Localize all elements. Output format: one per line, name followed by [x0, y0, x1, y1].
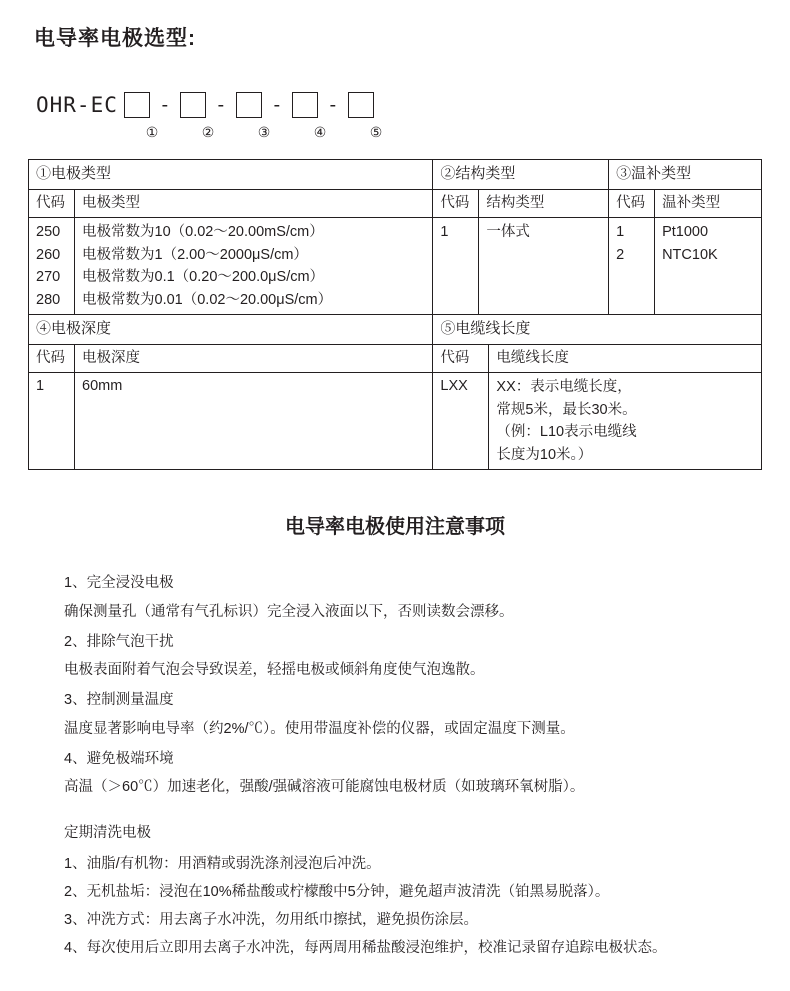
model-box-1[interactable] [124, 92, 150, 118]
note-item [64, 628, 742, 685]
cleaning-item: 3、冲洗方式：用去离子水冲洗，勿用纸巾擦拭，避免损伤涂层。 [64, 912, 479, 929]
cell-value: 电极常数为10（0.02～20.00mS/cm） [82, 224, 324, 241]
col-code-structure-type: 代码 [433, 189, 479, 218]
note-head: 4、避免极端环境 [64, 750, 174, 767]
spec-table-upper-wrap [28, 159, 762, 315]
marker-1: ① [145, 124, 159, 140]
marker-3: ③ [257, 124, 271, 140]
electrode-depth-code: 1 [29, 373, 75, 470]
cell-value: 280 [36, 291, 61, 308]
cell-value: Pt1000 [662, 224, 709, 241]
header-cable-length: ⑤电缆线长度 [433, 315, 762, 345]
cell-value: 270 [36, 269, 61, 286]
cell-value: 常规5米，最长30米。 [496, 401, 637, 418]
col-name-structure-type: 结构类型 [479, 189, 609, 218]
cell-value: 长度为10米。） [496, 446, 593, 463]
spec-table-upper [28, 159, 762, 315]
cell-value: 1 [440, 224, 449, 241]
cleaning-section-title: 定期清洗电极 [64, 825, 151, 842]
model-dash-3: - [271, 94, 283, 116]
header-temp-comp-type: ③温补类型 [609, 160, 762, 190]
notes-body [28, 569, 762, 962]
notes-title: 电导率电极使用注意事项 [285, 516, 505, 539]
note-item [64, 569, 742, 626]
col-name-cable-length: 电缆线长度 [489, 344, 762, 373]
page-title: 电导率电极选型: [34, 27, 196, 50]
model-dash-2: - [215, 94, 227, 116]
spec-table-lower [28, 314, 762, 470]
note-head: 2、排除气泡干扰 [64, 633, 174, 650]
note-item [64, 686, 742, 743]
header-electrode-type: ①电极类型 [29, 160, 433, 190]
col-code-electrode-type: 代码 [29, 189, 75, 218]
cable-length-code: LXX [433, 373, 489, 470]
cell-value: NTC10K [662, 246, 718, 263]
cell-value: 2 [616, 246, 625, 263]
note-text: 确保测量孔（通常有气孔标识）完全浸入液面以下，否则读数会漂移。 [64, 603, 514, 620]
electrode-type-name-list [75, 218, 433, 315]
model-box-4[interactable] [292, 92, 318, 118]
temp-comp-code-list [609, 218, 655, 315]
temp-comp-name-list [655, 218, 762, 315]
note-head: 1、完全浸没电极 [64, 575, 174, 592]
spec-table-lower-wrap [28, 314, 762, 470]
marker-5: ⑤ [369, 124, 383, 140]
cleaning-item: 4、每次使用后立即用去离子水冲洗，每两周用稀盐酸浸泡维护，校准记录留存追踪电极状态。 [64, 940, 667, 957]
col-code-cable-length: 代码 [433, 344, 489, 373]
model-box-5[interactable] [348, 92, 374, 118]
col-name-electrode-type: 电极类型 [75, 189, 433, 218]
cell-value: 250 [36, 224, 61, 241]
cleaning-item: 2、无机盐垢：浸泡在10%稀盐酸或柠檬酸中5分钟，避免超声波清洗（铂黑易脱落）。 [64, 883, 610, 900]
model-code-row [28, 90, 762, 120]
cell-value: XX：表示电缆长度， [496, 379, 632, 396]
table-row [29, 189, 762, 218]
col-name-electrode-depth: 电极深度 [75, 344, 433, 373]
note-head: 3、控制测量温度 [64, 692, 174, 709]
cell-value: 1 [616, 224, 625, 241]
marker-4: ④ [313, 124, 327, 140]
structure-type-code-list [433, 218, 479, 315]
model-marker-row [28, 124, 762, 141]
note-text: 温度显著影响电导率（约2%/℃）。使用带温度补偿的仪器，或固定温度下测量。 [64, 720, 575, 737]
model-box-2[interactable] [180, 92, 206, 118]
cell-value: 电极常数为0.1（0.20～200.0μS/cm） [82, 269, 325, 286]
table-row [29, 373, 762, 470]
table-row [29, 160, 762, 190]
electrode-depth-name: 60mm [75, 373, 433, 470]
notes-spacer [64, 803, 742, 819]
col-code-temp-comp: 代码 [609, 189, 655, 218]
marker-2: ② [201, 124, 215, 140]
note-text: 电极表面附着气泡会导致误差，轻摇电极或倾斜角度使气泡逸散。 [64, 662, 485, 679]
cleaning-item: 1、油脂/有机物：用酒精或弱洗涤剂浸泡后冲洗。 [64, 855, 381, 872]
cell-value: （例：L10表示电缆线 [496, 424, 637, 441]
structure-type-name-list [479, 218, 609, 315]
cell-value: 电极常数为1（2.00～2000μS/cm） [82, 246, 308, 263]
model-prefix: OHR-EC [36, 93, 118, 117]
model-dash-4: - [327, 94, 339, 116]
model-dash-1: - [159, 94, 171, 116]
header-structure-type: ②结构类型 [433, 160, 609, 190]
note-text: 高温（＞60℃）加速老化，强酸/强碱溶液可能腐蚀电极材质（如玻璃环氧树脂）。 [64, 779, 585, 796]
col-name-temp-comp: 温补类型 [655, 189, 762, 218]
col-code-electrode-depth: 代码 [29, 344, 75, 373]
table-row [29, 218, 762, 315]
model-box-3[interactable] [236, 92, 262, 118]
cell-value: 一体式 [486, 224, 530, 241]
electrode-type-code-list [29, 218, 75, 315]
table-row [29, 315, 762, 345]
cell-value: 电极常数为0.01（0.02～20.00μS/cm） [82, 291, 333, 308]
header-electrode-depth: ④电极深度 [29, 315, 433, 345]
cell-value: 260 [36, 246, 61, 263]
cable-length-desc [489, 373, 762, 470]
table-row [29, 344, 762, 373]
note-item [64, 745, 742, 802]
